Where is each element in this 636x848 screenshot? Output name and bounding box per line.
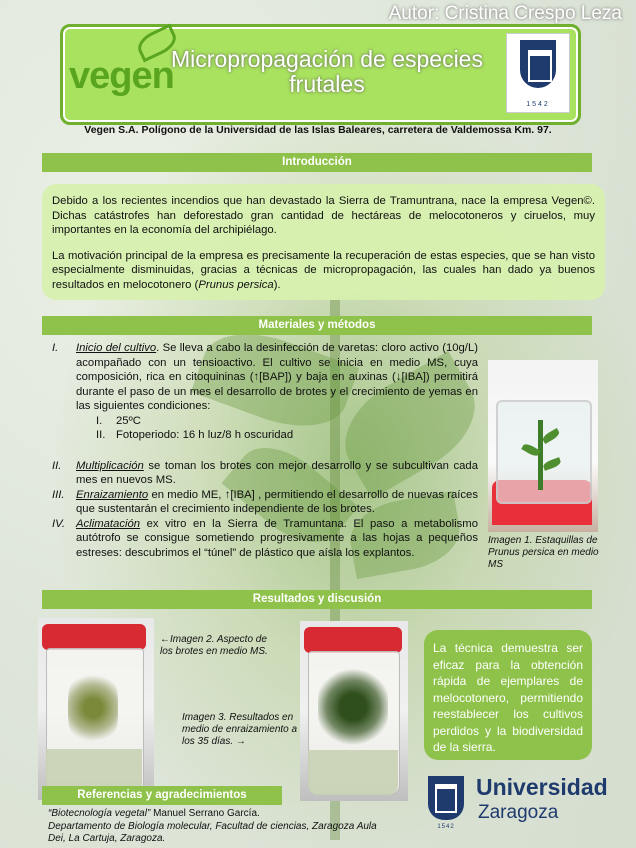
university-year: 1542 <box>437 824 455 830</box>
method-title: Aclimatación <box>76 517 141 530</box>
condition-number: II. <box>96 429 106 441</box>
method-item <box>50 341 478 414</box>
agar-medium <box>308 750 398 795</box>
intro-paragraph-1: Debido a los recientes incendios que han devastado la Sierra de Tramuntrana, nace la empresa Vegen©. Dichas catástrofes han deforestado gran cantidad de hectáreas de melocotoneros y ciruelos, muy importantes en la economía del archipiélago. <box>52 195 595 236</box>
method-number: IV. <box>52 517 65 530</box>
condition-text: Fotoperiodo: 16 h luz/8 h oscuridad <box>116 429 294 441</box>
intro-p2-text: La motivación principal de la empresa es precisamente la recuperación de estas especies, que se han visto especialmente disminuidas, gracias a técnicas de micropropagación, las cuales han dado ya buenos resultados en melocotonero ( <box>52 249 595 291</box>
section-methods-bar: Materiales y métodos <box>42 316 592 335</box>
crest-year: 1542 <box>526 101 550 108</box>
image-3-caption: Imagen 3. Resultados en medio de enraizamiento a los 35 días. → <box>182 712 298 747</box>
image-1-caption: Imagen 1. Estaquillas de Prunus persica en medio MS <box>488 535 599 570</box>
book-author: Manuel Serrano García. <box>150 808 260 819</box>
image-1-photo <box>488 360 598 532</box>
method-title: Inicio del cultivo <box>76 342 157 354</box>
university-name: Universidad <box>476 774 608 800</box>
intro-box <box>42 184 605 300</box>
method-title: Multiplicación <box>76 459 144 472</box>
shoot-cluster <box>68 668 118 748</box>
condition-text: 25ºC <box>116 414 141 427</box>
section-intro-bar: Introducción <box>42 153 592 172</box>
jar-lid <box>42 624 146 650</box>
poster-title: Micropropagación de especies frutales <box>171 46 483 97</box>
university-crest-icon <box>428 776 464 820</box>
vegen-logo: vegen <box>69 55 174 97</box>
condition-item <box>50 428 478 443</box>
species-name: Prunus persica <box>198 278 274 291</box>
reference-book <box>48 808 388 821</box>
method-number: III. <box>52 488 65 501</box>
method-text: ex vitro en la Sierra de Tramuntana. El paso a metabolismo autótrofo se consigue sometiendo progresivamente a las hojas a pequeños estreses: descubrimos el “túnel” de plástico que aísla los explantos. <box>76 517 478 559</box>
university-crest <box>506 33 570 113</box>
method-text: en medio ME, ↑[IBA] , permitiendo el desarrollo de nuevas raíces que sustentarán el crecimiento independiente de los brotes. <box>76 488 478 515</box>
conclusion-box: La técnica demuestra ser eficaz para la obtención rápida de ejemplares de melocotonero, permitiendo reestablecer los cultivos perdidos y la biodiversidad de la sierra. <box>424 630 592 760</box>
author: Autor: Cristina Crespo Leza <box>388 3 622 24</box>
university-logo <box>428 772 608 834</box>
condition-item <box>50 414 478 429</box>
methods-list <box>50 341 478 560</box>
method-title: Enraizamiento <box>76 488 149 501</box>
condition-number: I. <box>96 414 103 427</box>
image-2-caption: ←Imagen 2. Aspecto de los brotes en medio MS. <box>160 634 268 657</box>
university-city: Zaragoza <box>478 802 559 823</box>
method-number: I. <box>52 342 59 354</box>
glass-tube <box>496 400 592 504</box>
affiliation: Vegen S.A. Polígono de la Universidad de las Islas Baleares, carretera de Valdemossa Km. 97. <box>84 124 552 136</box>
method-item <box>50 459 478 488</box>
method-text: . Se lleva a cabo la desinfección de varetas: cloro activo (10g/L) acompañado con un tensioactivo. El cultivo se inicia en medio MS, cuya composición, rica en citoquininas (↑[BAP]) y baja en auxinas (↓[IBA]) permitirá durante el paso de un mes el desarrollo de brotes y el crecimiento de yemas en las siguientes condiciones: <box>76 342 478 412</box>
reference-dept: Departamento de Biología molecular, Facultad de ciencias, Zaragoza Aula Dei, La Cartuja, Zaragoza. <box>48 820 377 844</box>
intro-p2-end: ). <box>273 278 281 291</box>
section-results-bar: Resultados y discusión <box>42 590 592 609</box>
crest-shield-icon <box>520 40 556 88</box>
header-banner <box>60 24 581 125</box>
image-2-photo <box>38 618 154 800</box>
book-title: “Biotecnología vegetal” <box>48 808 151 819</box>
section-refs-bar: Referencias y agradecimientos <box>42 786 282 805</box>
intro-paragraph-2 <box>52 249 595 293</box>
jar-lid <box>304 627 402 653</box>
method-item <box>50 488 478 517</box>
image-3-photo <box>300 621 408 801</box>
references <box>48 808 388 846</box>
rooted-plantlet <box>318 667 388 747</box>
method-number: II. <box>52 459 62 472</box>
plant-shoot <box>538 420 543 490</box>
method-item <box>50 517 478 561</box>
method-text: se toman los brotes con mejor desarrollo y se subcultivan cada mes en nuevos MS. <box>76 459 478 486</box>
